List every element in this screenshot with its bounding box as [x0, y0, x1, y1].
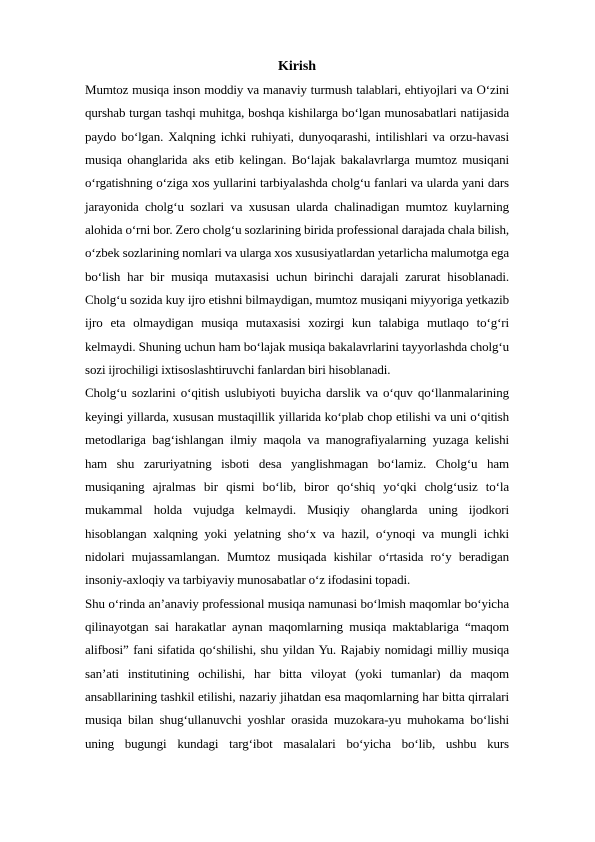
page-title: Kirish [277, 59, 317, 74]
paragraph-intro: Mumtoz musiqa inson moddiy va manaviy turmush talablari, ehtiyojlari va O‘zini qurshab turgan tashqi muhitga, boshqa kishilarga bo‘lgan munosabatlari natijasida paydo bo‘lgan. Xalqning ichki ruhiyati, dunyoqarashi, intilishlari va orzu-havasi musiqa ohanglarida aks etib kelingan. Bo‘lajak bakalavrlarga mumtoz musiqani o‘rgatishning o‘ziga xos yullarini tarbiyalashda cholg‘u fanlari va ularda yani dars jarayonida cholg‘u sozlari va xususan ularda chalinadigan mumtoz kuylarning alohida o‘rni bor. Zero cholg‘u sozlarining birida professional darajada chala bilish, o‘zbek sozlarining nomlari va ularga xos xususiyatlardan yetarlicha malumotga ega bo‘lish har bir musiqa mutaxasisi uchun birinchi darajali zarurat hisoblanadi. Cholg‘u sozida kuy ijro etishni bilmaydigan, mumtoz musiqani miyyoriga yetkazib ijro eta olmaydigan musiqa mutaxasisi xozirgi kun talabiga mutlaqo to‘g‘ri kelmaydi. Shuning uchun ham bo‘lajak musiqa bakalavrlarini tayyorlashda cholg‘u sozi ijrochiligi ixtisoslashtiruvchi fanlardan biri hisoblanadi. [85, 82, 509, 378]
document-page [85, 56, 509, 755]
paragraph-maqom: Shu o‘rinda an’anaviy professional musiqa namunasi bo‘lmish maqomlar bo‘yicha qilinayotgan sai harakatlar aynan maqomlarning musiqa maktablariga “maqom alifbosi” fani sifatida qo‘shilishi, shu yildan Yu. Rajabiy nomidagi milliy musiqa san’ati institutining ochilishi, har bitta viloyat (yoki tumanlar) da maqom ansabllarining tashkil etilishi, nazariy jihatdan esa maqomlarning har bitta qirralari musiqa bilan shug‘ullanuvchi yoshlar orasida muzokara-yu muhokama bo‘lishi uning bugungi kundagi targ‘ibot masalalari bo‘yicha bo‘lib, ushbu kurs [85, 595, 509, 751]
paragraph-instruments: Cholg‘u sozlarini o‘qitish uslubiyoti buyicha darslik va o‘quv qo‘llanmalarining keyingi yillarda, xususan mustaqillik yillarida ko‘plab chop etilishi va uni o‘qitish metodlariga bag‘ishlangan ilmiy maqola va manografiyalarning yuzaga kelishi ham shu zaruriyatning isboti desa yanglishmagan bo‘lamiz. Cholg‘u ham musiqaning ajralmas bir qismi bo‘lib, biror qo‘shiq yo‘qki cholg‘usiz to‘la mukammal holda vujudga kelmaydi. Musiqiy ohanglarda uning ijodkori hisoblangan xalqning yoki yelatning sho‘x va hazil, o‘ynoqi va mungli ichki nidolari mujassamlangan. Mumtoz musiqada kishilar o‘rtasida ro‘y beradigan insoniy-axloqiy va tarbiyaviy munosabatlar o‘z ifodasini topadi. [85, 385, 509, 588]
